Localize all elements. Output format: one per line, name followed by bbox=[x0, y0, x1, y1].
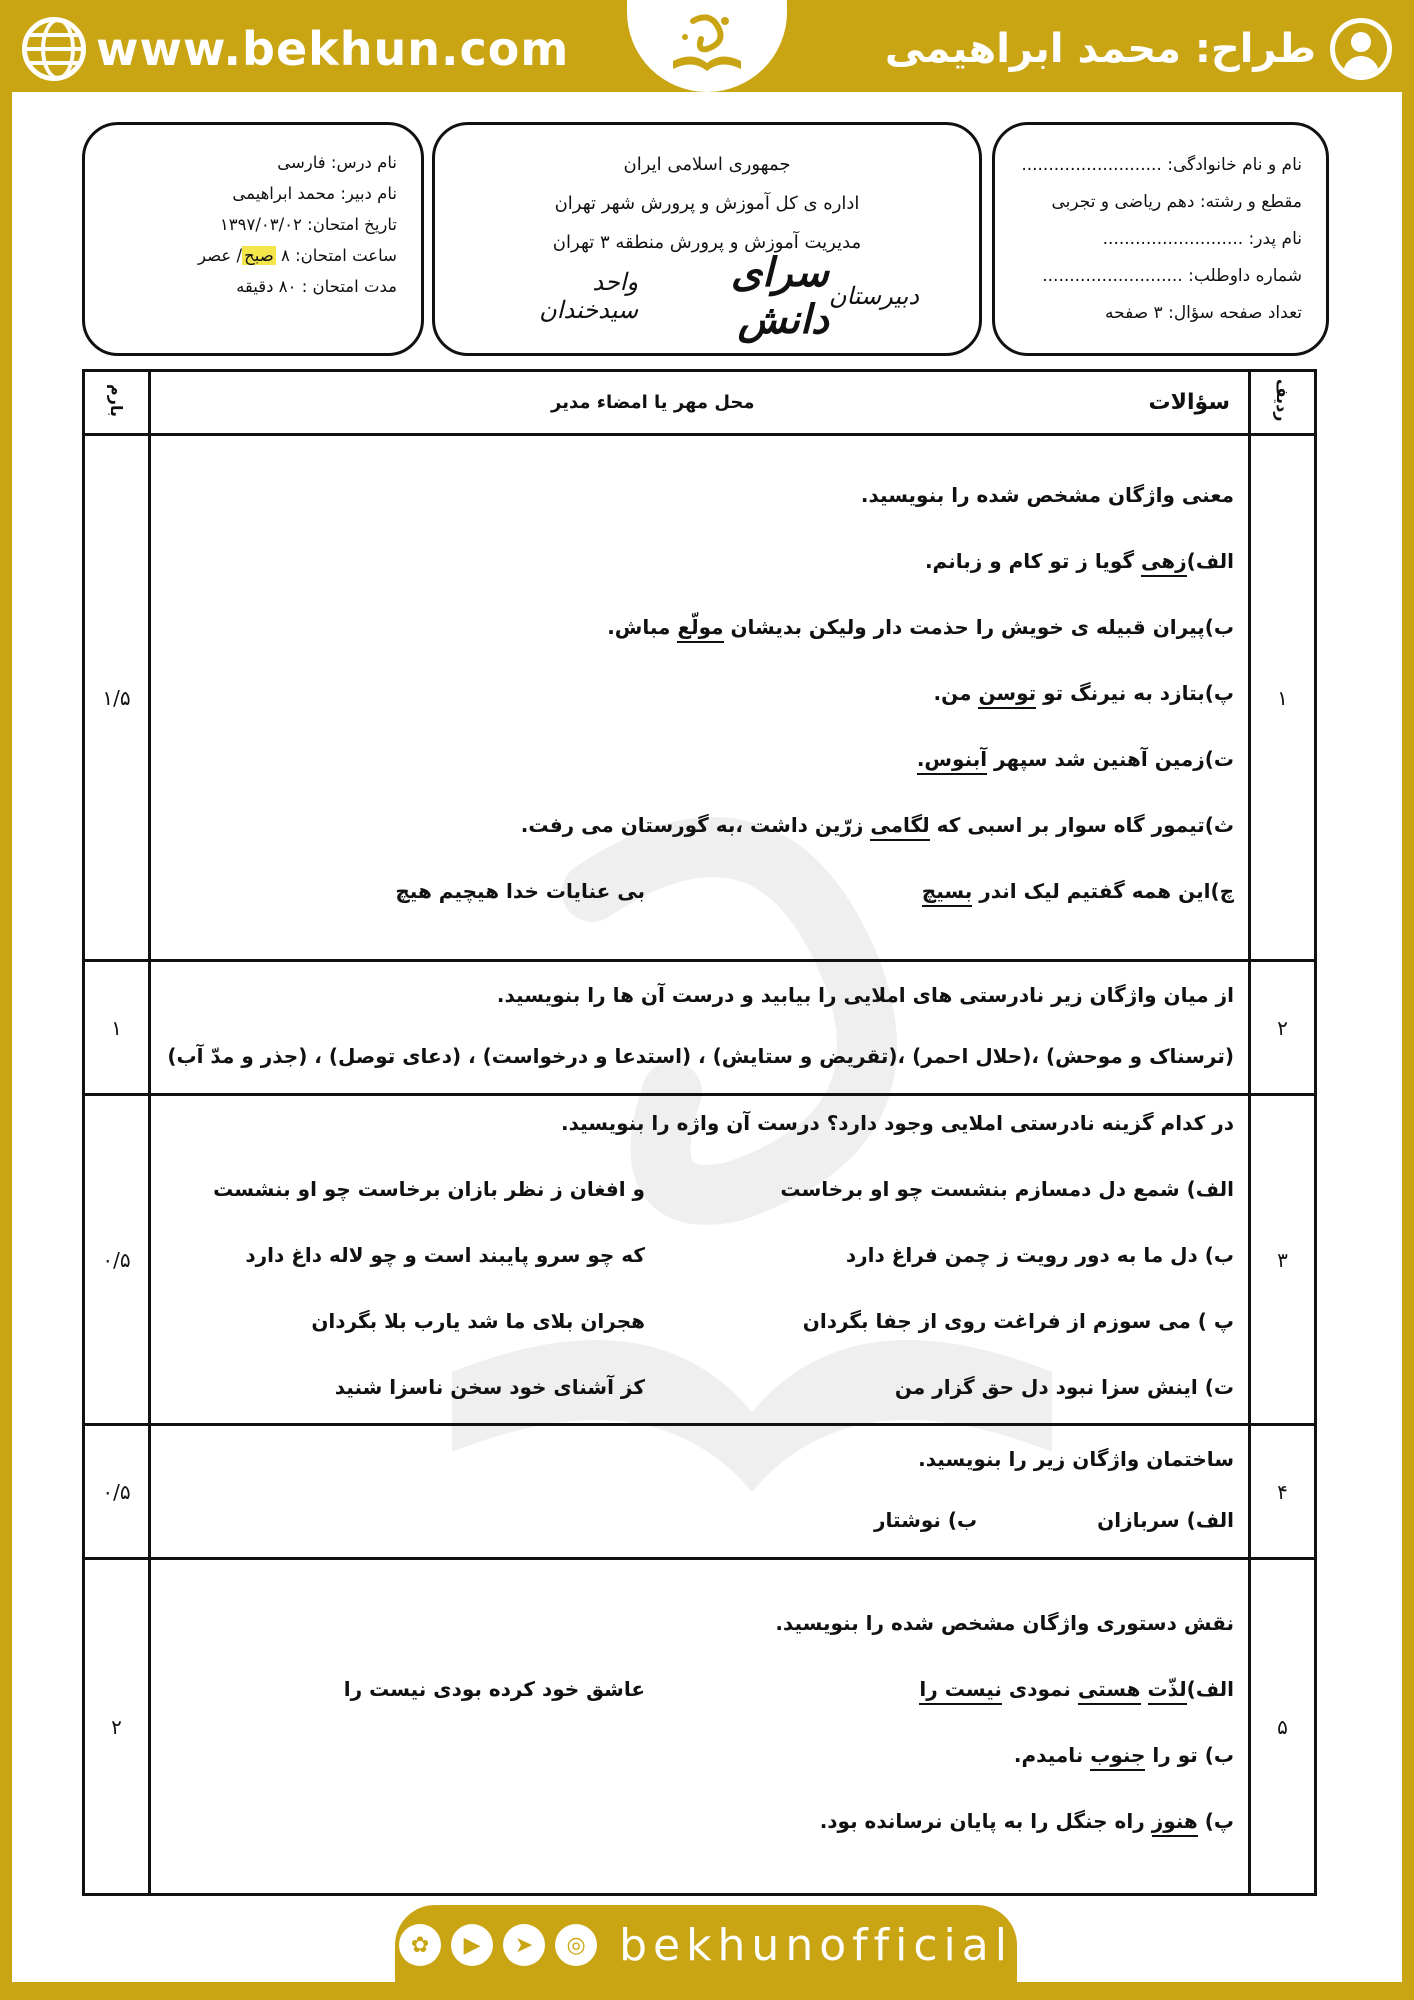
question-number: ۵ bbox=[1250, 1559, 1316, 1895]
social-handle[interactable]: bekhunofficial bbox=[619, 1919, 1013, 1971]
question-prompt: از میان واژگان زیر نادرستی های املایی را بیابید و درست آن ها را بنویسید. bbox=[496, 982, 1234, 1007]
questions-header bbox=[150, 371, 1250, 435]
question-score: ۲ bbox=[84, 1559, 150, 1895]
question-score: ۰/۵ bbox=[84, 1095, 150, 1425]
aparat-icon[interactable]: ✿ bbox=[399, 1924, 441, 1966]
score-header: بارم bbox=[84, 371, 150, 435]
telegram-icon[interactable]: ➤ bbox=[503, 1924, 545, 1966]
question-item: پ)بتازد به نیرنگ تو توسن من. bbox=[165, 660, 1234, 726]
question-score: ۰/۵ bbox=[84, 1425, 150, 1559]
table-row bbox=[84, 1095, 1316, 1425]
youtube-icon[interactable]: ▶ bbox=[451, 1924, 493, 1966]
question-1 bbox=[150, 435, 1250, 961]
book-logo-icon bbox=[663, 11, 751, 81]
table-row bbox=[84, 961, 1316, 1095]
course-label: نام درس: فارسی bbox=[277, 153, 397, 172]
designer-credit bbox=[885, 14, 1392, 84]
question-score: ۱ bbox=[84, 961, 150, 1095]
question-5 bbox=[150, 1559, 1250, 1895]
table-row bbox=[84, 1425, 1316, 1559]
school-type: دبیرستان bbox=[828, 282, 919, 310]
student-name-field[interactable]: نام و نام خانوادگی: .......................... bbox=[1021, 155, 1302, 175]
question-item: (ترسناک و موحش) ،(حلال احمر) ،(تقریض و ستایش) ، (استدعا و درخواست) ، (دعای توصل) ، (جذر و مدّ آب) bbox=[167, 1043, 1234, 1068]
question-item: ب) تو را جنوب نامیدم. bbox=[165, 1722, 1234, 1788]
school-name bbox=[495, 249, 919, 343]
table-row bbox=[84, 1559, 1316, 1895]
question-item: الف)لذّت هستی نمودی نیست را عاشق خود کرده بودی نیست را bbox=[165, 1656, 1234, 1722]
social-footer bbox=[395, 1905, 1017, 1985]
question-2 bbox=[150, 961, 1250, 1095]
question-prompt: نقش دستوری واژگان مشخص شده را بنویسید. bbox=[775, 1610, 1234, 1635]
question-3 bbox=[150, 1095, 1250, 1425]
institution-box bbox=[432, 122, 982, 356]
question-number: ۳ bbox=[1250, 1095, 1316, 1425]
question-number: ۱ bbox=[1250, 435, 1316, 961]
question-item: الف) شمع دل دمسازم بنشست چو او برخاست و افغان ز نظر بازان برخاست چو او بنشست bbox=[213, 1176, 1234, 1201]
instagram-icon[interactable]: ◎ bbox=[555, 1924, 597, 1966]
question-item: چ)این همه گفتیم لیک اندر بسیچ بی عنایات خدا هیچیم هیچ bbox=[165, 858, 1234, 924]
question-item: ب)پیران قبیله ی خویش را حذمت دار ولیکن بدیشان مولّع مباش. bbox=[165, 594, 1234, 660]
site-url[interactable]: www.bekhun.com bbox=[96, 22, 570, 76]
time-morning-highlight: صبح bbox=[244, 246, 274, 265]
candidate-number-field[interactable]: شماره داوطلب: .......................... bbox=[1042, 266, 1302, 286]
question-prompt: معنی واژگان مشخص شده را بنویسید. bbox=[860, 482, 1234, 507]
time-label: ساعت امتحان: ۸ صبح/ عصر bbox=[198, 246, 397, 265]
republic-title: جمهوری اسلامی ایران bbox=[623, 154, 791, 175]
user-icon bbox=[1330, 18, 1392, 80]
question-4 bbox=[150, 1425, 1250, 1559]
question-item: پ) هنوز راه جنگل را به پایان نرسانده بود. bbox=[165, 1788, 1234, 1854]
question-item: الف) سربازانب) نوشتار bbox=[874, 1507, 1234, 1532]
globe-icon bbox=[22, 17, 86, 81]
question-prompt: ساختمان واژگان زیر را بنویسید. bbox=[918, 1446, 1234, 1471]
grade-label: مقطع و رشته: دهم ریاضی و تجربی bbox=[1051, 192, 1302, 212]
stamp-label: محل مهر یا امضاء مدیر bbox=[551, 392, 755, 413]
designer-name: طراح: محمد ابراهیمی bbox=[884, 26, 1316, 72]
question-number: ۲ bbox=[1250, 961, 1316, 1095]
page-count-label: تعداد صفحه سؤال: ۳ صفحه bbox=[1105, 303, 1302, 323]
department-title: اداره ی کل آموزش و پرورش شهر تهران bbox=[554, 193, 860, 214]
row-header: ردیف bbox=[1250, 371, 1316, 435]
question-prompt: در کدام گزینه نادرستی املایی وجود دارد؟ درست آن واژه را بنویسید. bbox=[560, 1110, 1234, 1135]
table-row bbox=[84, 435, 1316, 961]
question-item: ث)تیمور گاه سوار بر اسبی که لگامی زرّین داشت ،به گورستان می رفت. bbox=[165, 792, 1234, 858]
exam-info-box bbox=[82, 122, 424, 356]
question-item: ت) اینش سزا نبود دل حق گزار من کز آشنای خود سخن ناسزا شنید bbox=[334, 1374, 1234, 1399]
table-header-row bbox=[84, 371, 1316, 435]
questions-table bbox=[82, 369, 1317, 1896]
question-item: الف)زهی گویا ز تو کام و زبانم. bbox=[165, 528, 1234, 594]
question-item: ت)زمین آهنین شد سپهر آبنوس. bbox=[165, 726, 1234, 792]
site-link[interactable] bbox=[22, 14, 569, 84]
school-branch: واحد سیدخندان bbox=[539, 268, 639, 324]
question-score: ۱/۵ bbox=[84, 435, 150, 961]
school-logo-text: سرای دانش bbox=[730, 249, 829, 343]
questions-title: سؤالات bbox=[1148, 390, 1230, 415]
father-name-field[interactable]: نام پدر: .......................... bbox=[1102, 229, 1302, 249]
student-info-box bbox=[992, 122, 1329, 356]
teacher-label: نام دبیر: محمد ابراهیمی bbox=[232, 184, 397, 203]
question-number: ۴ bbox=[1250, 1425, 1316, 1559]
exam-paper bbox=[12, 92, 1402, 1982]
date-label: تاریخ امتحان: ۱۳۹۷/۰۳/۰۲ bbox=[219, 215, 397, 234]
top-banner bbox=[0, 0, 1414, 96]
question-item: ب) دل ما به دور رویت ز چمن فراغ دارد که چو سرو پایبند است و چو لاله داغ دارد bbox=[245, 1242, 1234, 1267]
district-title: مدیریت آموزش و پرورش منطقه ۳ تهران bbox=[552, 232, 862, 253]
logo bbox=[627, 0, 787, 92]
question-item: پ ) می سوزم از فراغت روی از جفا بگردان هجران بلای ما شد یارب بلا بگردان bbox=[311, 1308, 1234, 1333]
duration-label: مدت امتحان : ۸۰ دقیقه bbox=[236, 277, 397, 296]
